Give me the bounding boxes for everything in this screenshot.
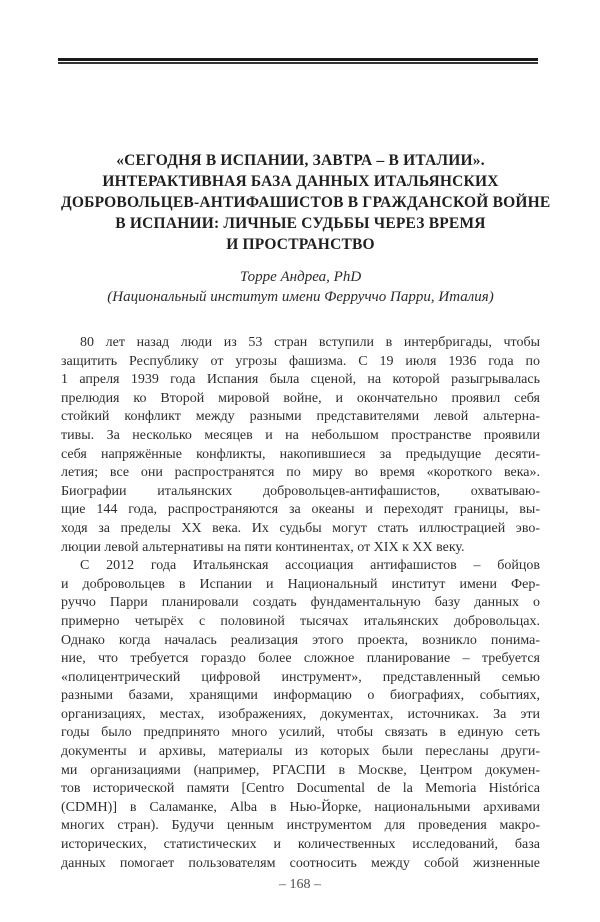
body-line: летия; все они распространятся по миру во время «короткого века». [61, 465, 540, 481]
title-line: «СЕГОДНЯ В ИСПАНИИ, ЗАВТРА – В ИТАЛИИ». [116, 152, 485, 169]
body-line: прелюдия ко Второй мировой войне, и окончательно проявил себя [61, 390, 540, 406]
body-line: 1 апреля 1939 года Испания была сценой, на которой разыгрывалась [61, 372, 540, 388]
body-line: ми организациями (например, РГАСПИ в Москве, Центром докумен- [61, 762, 540, 778]
body-line: себя напряжённые конфликты, накопившиеся за предыдущие десяти- [61, 446, 540, 462]
author-block [61, 268, 540, 307]
body-line: ходя за пределы XX века. Их судьбы могут стать иллюстрацией эво- [61, 520, 540, 536]
author-affiliation: (Национальный институт имени Ферруччо Парри, Италия) [107, 288, 494, 305]
body-line: защитить Республику от угрозы фашизма. С 19 июля 1936 года по [61, 353, 540, 369]
paragraph [61, 557, 540, 873]
paragraph [61, 334, 540, 557]
body-line: и добровольцев в Испании и Национальный институт имени Фер- [61, 576, 540, 592]
header-double-rule [58, 58, 538, 64]
body-line: данных помогает пользователям соотносить между собой жизненные [61, 855, 540, 871]
author-name: Торре Андреа, PhD [239, 269, 362, 285]
body-line: С 2012 года Итальянская ассоциация антифашистов – бойцов [80, 558, 540, 574]
body-line: многих стран). Будучи ценным инструментом для проведения макро- [61, 818, 540, 834]
body-line: годы было предпринято много усилий, чтобы связать в единую сеть [61, 725, 540, 741]
article-title [61, 150, 551, 255]
body-line: руччо Парри планировали создать фундаментальную базу данных о [61, 595, 540, 611]
body-line: организациях, местах, изображениях, документах, источниках. За эти [61, 706, 540, 722]
page-number: – 168 – [279, 877, 321, 892]
rule-thin-line [58, 62, 538, 64]
body-line: тов исторической памяти [Centro Documental de la Memoria Histórica [61, 781, 540, 797]
body-line: 80 лет назад люди из 53 стран вступили в интербригады, чтобы [80, 335, 540, 350]
title-line: ИНТЕРАКТИВНАЯ БАЗА ДАННЫХ ИТАЛЬЯНСКИХ [102, 173, 499, 190]
body-line: примерно четырёх с половиной тысячах итальянских добровольцах. [61, 613, 540, 629]
title-line: В ИСПАНИИ: ЛИЧНЫЕ СУДЬБЫ ЧЕРЕЗ ВРЕМЯ [115, 215, 486, 232]
body-line: щие 144 года, распространяются за океаны и переходят границы, вы- [61, 502, 540, 518]
body-line: «полицентрический цифровой инструмент», представленный семью [61, 669, 540, 685]
body-line: документы и архивы, материалы из которых были пересланы други- [61, 744, 540, 760]
body-line: люции левой альтернативы на пяти континентах, от XIX к XX веку. [61, 539, 465, 555]
body-line: Однако когда началась реализация этого проекта, возникло понима- [61, 632, 540, 648]
title-line: ДОБРОВОЛЬЦЕВ-АНТИФАШИСТОВ В ГРАЖДАНСКОЙ ВОЙНЕ [61, 194, 551, 211]
body-line: разными базами, хранящими информацию о биографиях, событиях, [61, 688, 540, 704]
body-line: (CDMH)] в Саламанке, Alba в Нью-Йорке, национальными архивами [61, 799, 540, 815]
body-line: Биографии итальянских добровольцев-антифашистов, охватываю- [61, 483, 540, 499]
body-line: тивы. За несколько месяцев и на небольшом пространстве проявили [61, 427, 540, 443]
article-body [61, 334, 540, 873]
body-line: исторических, статистических и количественных исследований, база [61, 837, 540, 853]
body-line: ние, что требуется гораздо более сложное планирование – требуется [61, 651, 540, 667]
title-line: И ПРОСТРАНСТВО [226, 236, 375, 253]
body-line: стойкий конфликт между разными представителями левой альтерна- [61, 409, 540, 425]
